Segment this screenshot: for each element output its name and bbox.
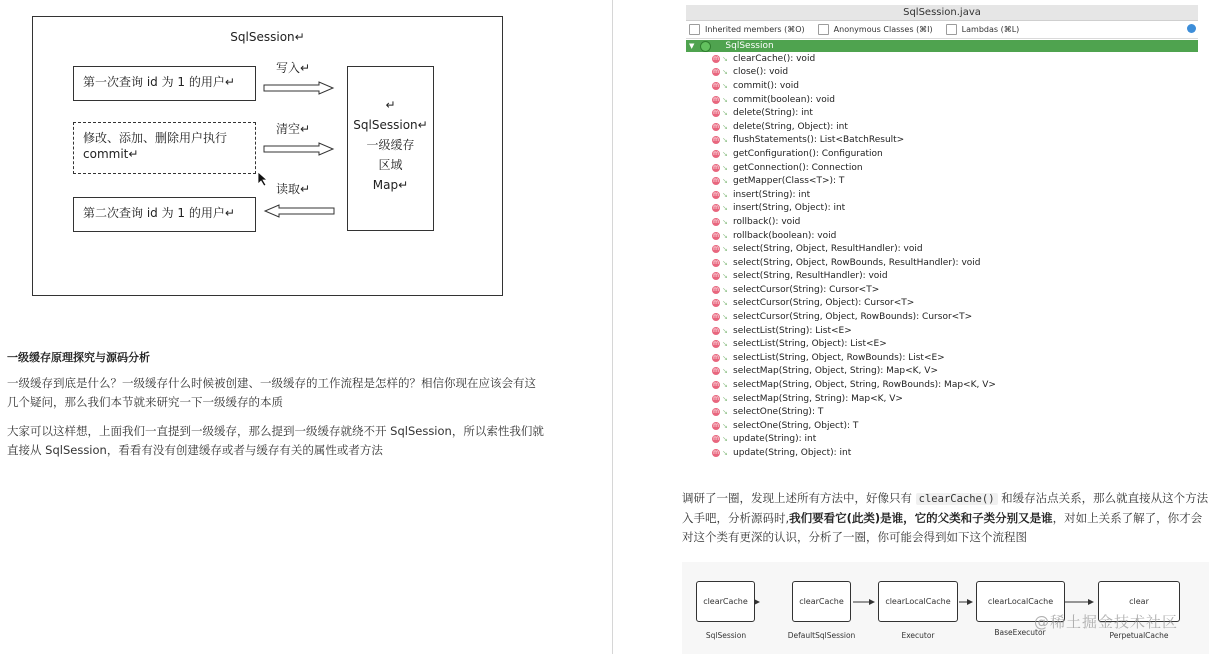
- public-visibility-icon: ↘: [722, 136, 728, 145]
- watermark: @稀土掘金技术社区: [1034, 613, 1179, 631]
- method-icon: m: [713, 299, 719, 307]
- public-visibility-icon: ↘: [722, 54, 728, 63]
- method-icon: m: [713, 190, 719, 198]
- method-signature: clearCache(): void: [733, 53, 816, 64]
- class-node[interactable]: [686, 40, 1198, 52]
- method-icon: m: [713, 421, 719, 429]
- method-item[interactable]: [686, 93, 1198, 107]
- expand-triangle-icon[interactable]: ▼: [689, 42, 695, 50]
- method-signature: rollback(boolean): void: [733, 230, 837, 241]
- first-query-box: [73, 66, 256, 101]
- method-icon: m: [713, 204, 719, 212]
- method-signature: insert(String, Object): int: [733, 203, 846, 214]
- method-icon: m: [713, 245, 719, 253]
- method-item[interactable]: [686, 134, 1198, 148]
- method-signature: selectCursor(String): Cursor<T>: [733, 284, 880, 295]
- para-bold: 我们要看它(此类)是谁，它的父类和子类分别又是谁: [789, 511, 1053, 525]
- method-signature: delete(String): int: [733, 108, 813, 119]
- public-visibility-icon: ↘: [722, 313, 728, 322]
- method-item[interactable]: [686, 337, 1198, 351]
- method-signature: select(String, Object, ResultHandler): void: [733, 244, 923, 255]
- option-label: Lambdas (⌘L): [961, 25, 1020, 34]
- call-flow-diagram: [682, 562, 1209, 654]
- method-icon: m: [713, 231, 719, 239]
- method-icon: m: [713, 313, 719, 321]
- method-icon: m: [713, 136, 719, 144]
- public-visibility-icon: ↘: [722, 272, 728, 281]
- checkbox-icon[interactable]: [689, 24, 700, 35]
- method-icon: m: [713, 122, 719, 130]
- method-signature: selectMap(String, String): Map<K, V>: [733, 393, 903, 404]
- method-signature: close(): void: [733, 67, 789, 78]
- clear-arrow: [263, 142, 335, 156]
- method-item[interactable]: [686, 202, 1198, 216]
- public-visibility-icon: ↘: [722, 109, 728, 118]
- write-arrow: [263, 81, 335, 95]
- method-item[interactable]: [686, 242, 1198, 256]
- file-title: SqlSession.java: [686, 5, 1198, 21]
- flow-box: clearLocalCache: [976, 581, 1065, 622]
- flow-label: Executor: [901, 631, 935, 640]
- method-icon: m: [713, 177, 719, 185]
- public-visibility-icon: ↘: [722, 340, 728, 349]
- public-visibility-icon: ↘: [722, 68, 728, 77]
- method-item[interactable]: [686, 405, 1198, 419]
- public-visibility-icon: ↘: [722, 245, 728, 254]
- public-visibility-icon: ↘: [722, 258, 728, 267]
- method-signature: update(String, Object): int: [733, 448, 852, 459]
- public-visibility-icon: ↘: [722, 163, 728, 172]
- public-visibility-icon: ↘: [722, 421, 728, 430]
- method-signature: select(String, Object, RowBounds, ResultHandler): void: [733, 257, 981, 268]
- para-text: ，对如上关系了解了，你才会对这个类有更深的认识，分析了一圈，你可能会得到如下这个流程图: [682, 511, 1203, 544]
- method-item[interactable]: [686, 161, 1198, 175]
- public-visibility-icon: ↘: [722, 408, 728, 417]
- cache-line: 区域: [378, 158, 403, 172]
- analysis-paragraph: [682, 489, 1212, 547]
- cache-region-box: [347, 66, 434, 231]
- method-signature: getMapper(Class<T>): T: [733, 176, 845, 187]
- method-icon: m: [713, 149, 719, 157]
- method-item[interactable]: [686, 324, 1198, 338]
- public-visibility-icon: ↘: [722, 122, 728, 131]
- method-signature: delete(String, Object): int: [733, 121, 848, 132]
- lambdas-option[interactable]: [946, 24, 1020, 35]
- method-item[interactable]: [686, 283, 1198, 297]
- method-item[interactable]: [686, 365, 1198, 379]
- right-page: [613, 0, 1213, 654]
- option-label: Inherited members (⌘O): [705, 25, 805, 34]
- method-icon: m: [713, 95, 719, 103]
- method-signature: selectMap(String, Object, String): Map<K, V>: [733, 366, 938, 377]
- flow-box: clearLocalCache: [878, 581, 958, 622]
- method-signature: selectMap(String, Object, String, RowBounds): Map<K, V>: [733, 380, 996, 391]
- write-label: 写入↵: [276, 61, 311, 75]
- diagram-title: SqlSession↵: [230, 30, 305, 44]
- method-icon: m: [713, 258, 719, 266]
- public-visibility-icon: ↘: [722, 190, 728, 199]
- checkbox-icon[interactable]: [946, 24, 957, 35]
- method-item[interactable]: [686, 188, 1198, 202]
- method-signature: update(String): int: [733, 434, 817, 445]
- inherited-members-option[interactable]: [689, 24, 805, 35]
- method-icon: m: [713, 381, 719, 389]
- para-text: 和缓存沾点关系，那么就直接从这个方法入手吧，分析源码时,: [682, 491, 1209, 525]
- method-icon: m: [713, 81, 719, 89]
- public-visibility-icon: ↘: [722, 299, 728, 308]
- method-item[interactable]: [686, 79, 1198, 93]
- method-list: [686, 52, 1198, 460]
- method-icon: m: [713, 272, 719, 280]
- method-icon: m: [713, 353, 719, 361]
- public-visibility-icon: ↘: [722, 149, 728, 158]
- method-signature: selectList(String, Object): List<E>: [733, 339, 887, 350]
- clear-label: 清空↵: [276, 122, 311, 136]
- method-signature: selectOne(String): T: [733, 407, 824, 418]
- method-item[interactable]: [686, 147, 1198, 161]
- method-item[interactable]: [686, 256, 1198, 270]
- method-item[interactable]: [686, 120, 1198, 134]
- public-visibility-icon: ↘: [722, 217, 728, 226]
- method-signature: commit(): void: [733, 80, 799, 91]
- method-icon: m: [713, 326, 719, 334]
- method-icon: m: [713, 217, 719, 225]
- class-name: SqlSession: [725, 41, 774, 51]
- method-item[interactable]: [686, 392, 1198, 406]
- method-signature: selectOne(String, Object): T: [733, 420, 859, 431]
- public-visibility-icon: ↘: [722, 231, 728, 240]
- flow-label: DefaultSqlSession: [787, 631, 856, 640]
- method-icon: m: [713, 340, 719, 348]
- method-icon: m: [713, 435, 719, 443]
- flow-label: BaseExecutor: [994, 628, 1046, 637]
- method-icon: m: [713, 109, 719, 117]
- method-item[interactable]: [686, 52, 1198, 66]
- paragraph-2: 大家可以这样想，上面我们一直提到一级缓存，那么提到一级缓存就绕不开 SqlSession，所以索性我们就直接从 SqlSession，看看有没有创建缓存或者与缓存有关的属性或者方法: [7, 424, 544, 457]
- method-signature: insert(String): int: [733, 189, 811, 200]
- method-item[interactable]: [686, 66, 1198, 80]
- second-query-box: [73, 197, 256, 232]
- cache-line: 一级缓存: [366, 138, 415, 152]
- cache-line: SqlSession↵: [353, 118, 428, 132]
- public-visibility-icon: ↘: [722, 177, 728, 186]
- method-item[interactable]: [686, 106, 1198, 120]
- method-item[interactable]: [686, 229, 1198, 243]
- public-visibility-icon: ↘: [722, 381, 728, 390]
- public-visibility-icon: ↘: [722, 353, 728, 362]
- flow-box: clearCache: [696, 581, 755, 622]
- method-item[interactable]: [686, 174, 1198, 188]
- flow-box: clearCache: [792, 581, 851, 622]
- second-query-text: 第二次查询 id 为 1 的用户↵: [83, 206, 235, 220]
- method-signature: selectList(String, Object, RowBounds): List<E>: [733, 352, 945, 363]
- method-icon: m: [713, 285, 719, 293]
- public-visibility-icon: ↘: [722, 326, 728, 335]
- method-signature: selectCursor(String, Object): Cursor<T>: [733, 298, 915, 309]
- method-item[interactable]: [686, 378, 1198, 392]
- method-item[interactable]: [686, 310, 1198, 324]
- read-arrow: [263, 204, 335, 218]
- public-visibility-icon: ↘: [722, 435, 728, 444]
- method-signature: select(String, ResultHandler): void: [733, 271, 888, 282]
- method-signature: rollback(): void: [733, 216, 801, 227]
- method-signature: selectCursor(String, Object, RowBounds): Cursor<T>: [733, 312, 973, 323]
- method-icon: m: [713, 408, 719, 416]
- option-label: Anonymous Classes (⌘I): [833, 25, 933, 34]
- public-visibility-icon: ↘: [722, 81, 728, 90]
- para-text: 调研了一圈，发现上述所有方法中，好像只有: [682, 491, 916, 505]
- public-visibility-icon: ↘: [722, 394, 728, 403]
- paragraph-1: 一级缓存到底是什么？一级缓存什么时候被创建、一级缓存的工作流程是怎样的？相信你现在应该会有这几个疑问，那么我们本节就来研究一下一级缓存的本质: [7, 376, 536, 409]
- mouse-cursor-icon: [257, 171, 269, 187]
- method-item[interactable]: [686, 215, 1198, 229]
- method-icon: m: [713, 68, 719, 76]
- public-visibility-icon: ↘: [722, 367, 728, 376]
- method-icon: m: [713, 394, 719, 402]
- method-signature: getConnection(): Connection: [733, 162, 863, 173]
- method-icon: m: [713, 54, 719, 62]
- method-item[interactable]: [686, 419, 1198, 433]
- cache-line: Map↵: [372, 178, 409, 192]
- method-icon: m: [713, 449, 719, 457]
- public-visibility-icon: ↘: [722, 95, 728, 104]
- method-signature: flushStatements(): List<BatchResult>: [733, 135, 905, 146]
- public-visibility-icon: ↘: [722, 449, 728, 458]
- section-title: 一级缓存原理探究与源码分析: [7, 351, 150, 364]
- method-item[interactable]: [686, 297, 1198, 311]
- gear-icon[interactable]: [1187, 24, 1196, 33]
- inline-code: clearCache(): [916, 493, 998, 505]
- method-icon: m: [713, 367, 719, 375]
- flow-box: clear: [1098, 581, 1180, 622]
- flow-label: SqlSession: [705, 631, 747, 640]
- method-signature: getConfiguration(): Configuration: [733, 148, 883, 159]
- sqlsession-cache-diagram: [32, 16, 503, 296]
- method-signature: commit(boolean): void: [733, 94, 835, 105]
- public-visibility-icon: ↘: [722, 285, 728, 294]
- read-label: 读取↵: [276, 182, 311, 196]
- method-item[interactable]: [686, 270, 1198, 284]
- structure-panel: [686, 5, 1198, 465]
- method-item[interactable]: [686, 351, 1198, 365]
- method-signature: selectList(String): List<E>: [733, 325, 852, 336]
- checkbox-icon[interactable]: [818, 24, 829, 35]
- method-icon: m: [713, 163, 719, 171]
- anonymous-classes-option[interactable]: [818, 24, 933, 35]
- first-query-text: 第一次查询 id 为 1 的用户↵: [83, 75, 235, 89]
- method-item[interactable]: [686, 433, 1198, 447]
- interface-icon: [700, 41, 711, 52]
- commit-text: 修改、添加、删除用户执行 commit↵: [83, 131, 228, 161]
- structure-toolbar: [686, 21, 1198, 39]
- method-item[interactable]: [686, 446, 1198, 460]
- commit-box: [73, 122, 256, 174]
- flow-label: PerpetualCache: [1109, 631, 1169, 640]
- public-visibility-icon: ↘: [722, 204, 728, 213]
- cache-line: ↵: [385, 98, 396, 112]
